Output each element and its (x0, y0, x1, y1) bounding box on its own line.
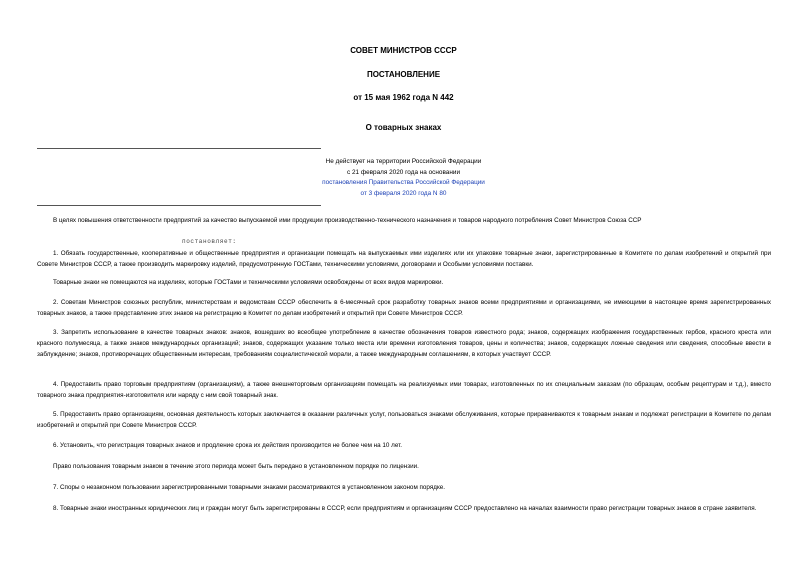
top-divider (37, 148, 321, 149)
paragraph-3: 3. Запретить использование в качестве товарных знаков: знаков, вошедших во всеобщее употребление в качестве обозначения товаров известного рода; знаков, содержащих изображения государственных гербов, красного креста или красного полумесяца, а также знаков международных организаций; знаков, содержащих указание только места или времени изготовления товаров, цены и количества; знаков, содержащих ложные сведения или сведения, способные ввести в заблуждение; знаков, противоречащих общественным интересам, требованиям социалистической морали, а также международным соглашениям, в которых участвует СССР. (37, 329, 771, 358)
paragraph-6: 6. Установить, что регистрация товарных знаков и продление срока их действия производится не более чем на 10 лет. (53, 442, 403, 449)
paragraph-1: 1. Обязать государственные, кооперативные и общественные предприятия и организации помещать на выпускаемых ими изделиях или их упаковке товарные знаки, зарегистрированные в Комитете по делам изобретений и открытий при Совете Министров СССР, а также производить маркировку изделий, предусмотренную ГОСТами, техническими условиями, договорами и Особыми условиями поставки. (37, 250, 771, 268)
paragraph-1-note: Товарные знаки не помещаются на изделиях, которые ГОСТами и техническими условиями освобождены от всех видов маркировки. (53, 279, 444, 286)
document-type-heading: ПОСТАНОВЛЕНИЕ (366, 70, 441, 79)
status-note-line-2: с 21 февраля 2020 года на основании (346, 168, 461, 176)
paragraph-5: 5. Предоставить право организациям, основная деятельность которых заключается в оказании различных услуг, пользоваться знаками обслуживания, которые приравниваются к товарным знакам и подлежат регистрации в Комитете по делам изобретений и открытий при Совете Министров СССР. (37, 411, 771, 429)
bottom-divider (37, 205, 321, 206)
repeal-decree-date-link[interactable]: от 3 февраля 2020 года N 80 (360, 189, 447, 197)
paragraph-2: 2. Советам Министров союзных республик, министерствам и ведомствам СССР обеспечить в 6-месячный срок разработку товарных знаков всеми предприятиями и организациями, не имеющими в настоящее время зарегистрированных товарных знаков, а также представление этих знаков на регистрацию в Комитет по делам изобретений и открытий при Совете Министров СССР. (37, 299, 771, 317)
repeal-decree-link[interactable]: постановления Правительства Российской Федерации (322, 179, 485, 186)
preamble-paragraph: В целях повышения ответственности предприятий за качество выпускаемой ими продукции производственно-технического назначения и товаров народного потребления Совет Министров Союза ССР (53, 217, 642, 224)
paragraph-7: 7. Споры о незаконном пользовании зарегистрированными товарными знаками рассматриваются в установленном законом порядке. (53, 484, 446, 491)
decrees-label: постановляет: (182, 238, 237, 245)
paragraph-8: 8. Товарные знаки иностранных юридических лиц и граждан могут быть зарегистрированы в СССР, если предприятиям и организациям СССР предоставлено на началах взаимности право регистрации товарных знаков в стране заявителя. (53, 505, 757, 512)
authority-heading: СОВЕТ МИНИСТРОВ СССР (350, 46, 457, 55)
date-number-heading: от 15 мая 1962 года N 442 (353, 93, 454, 102)
paragraph-6-note: Право пользования товарным знаком в течение этого периода может быть передано в установленном порядке по лицензии. (53, 463, 419, 470)
status-note-line-1: Не действует на территории Российской Федерации (325, 158, 482, 165)
status-note (0, 157, 807, 199)
document-title: О товарных знаках (365, 123, 442, 132)
paragraph-4: 4. Предоставить право торговым предприятиям (организациям), а также внешнеторговым организациям помещать на реализуемых ими товарах, изготовленных по их специальным заказам (по образцам, особым рецептурам и т.д.), вместо товарного знака предприятия-изготовителя или наряду с ним свой товарный знак. (37, 381, 771, 399)
